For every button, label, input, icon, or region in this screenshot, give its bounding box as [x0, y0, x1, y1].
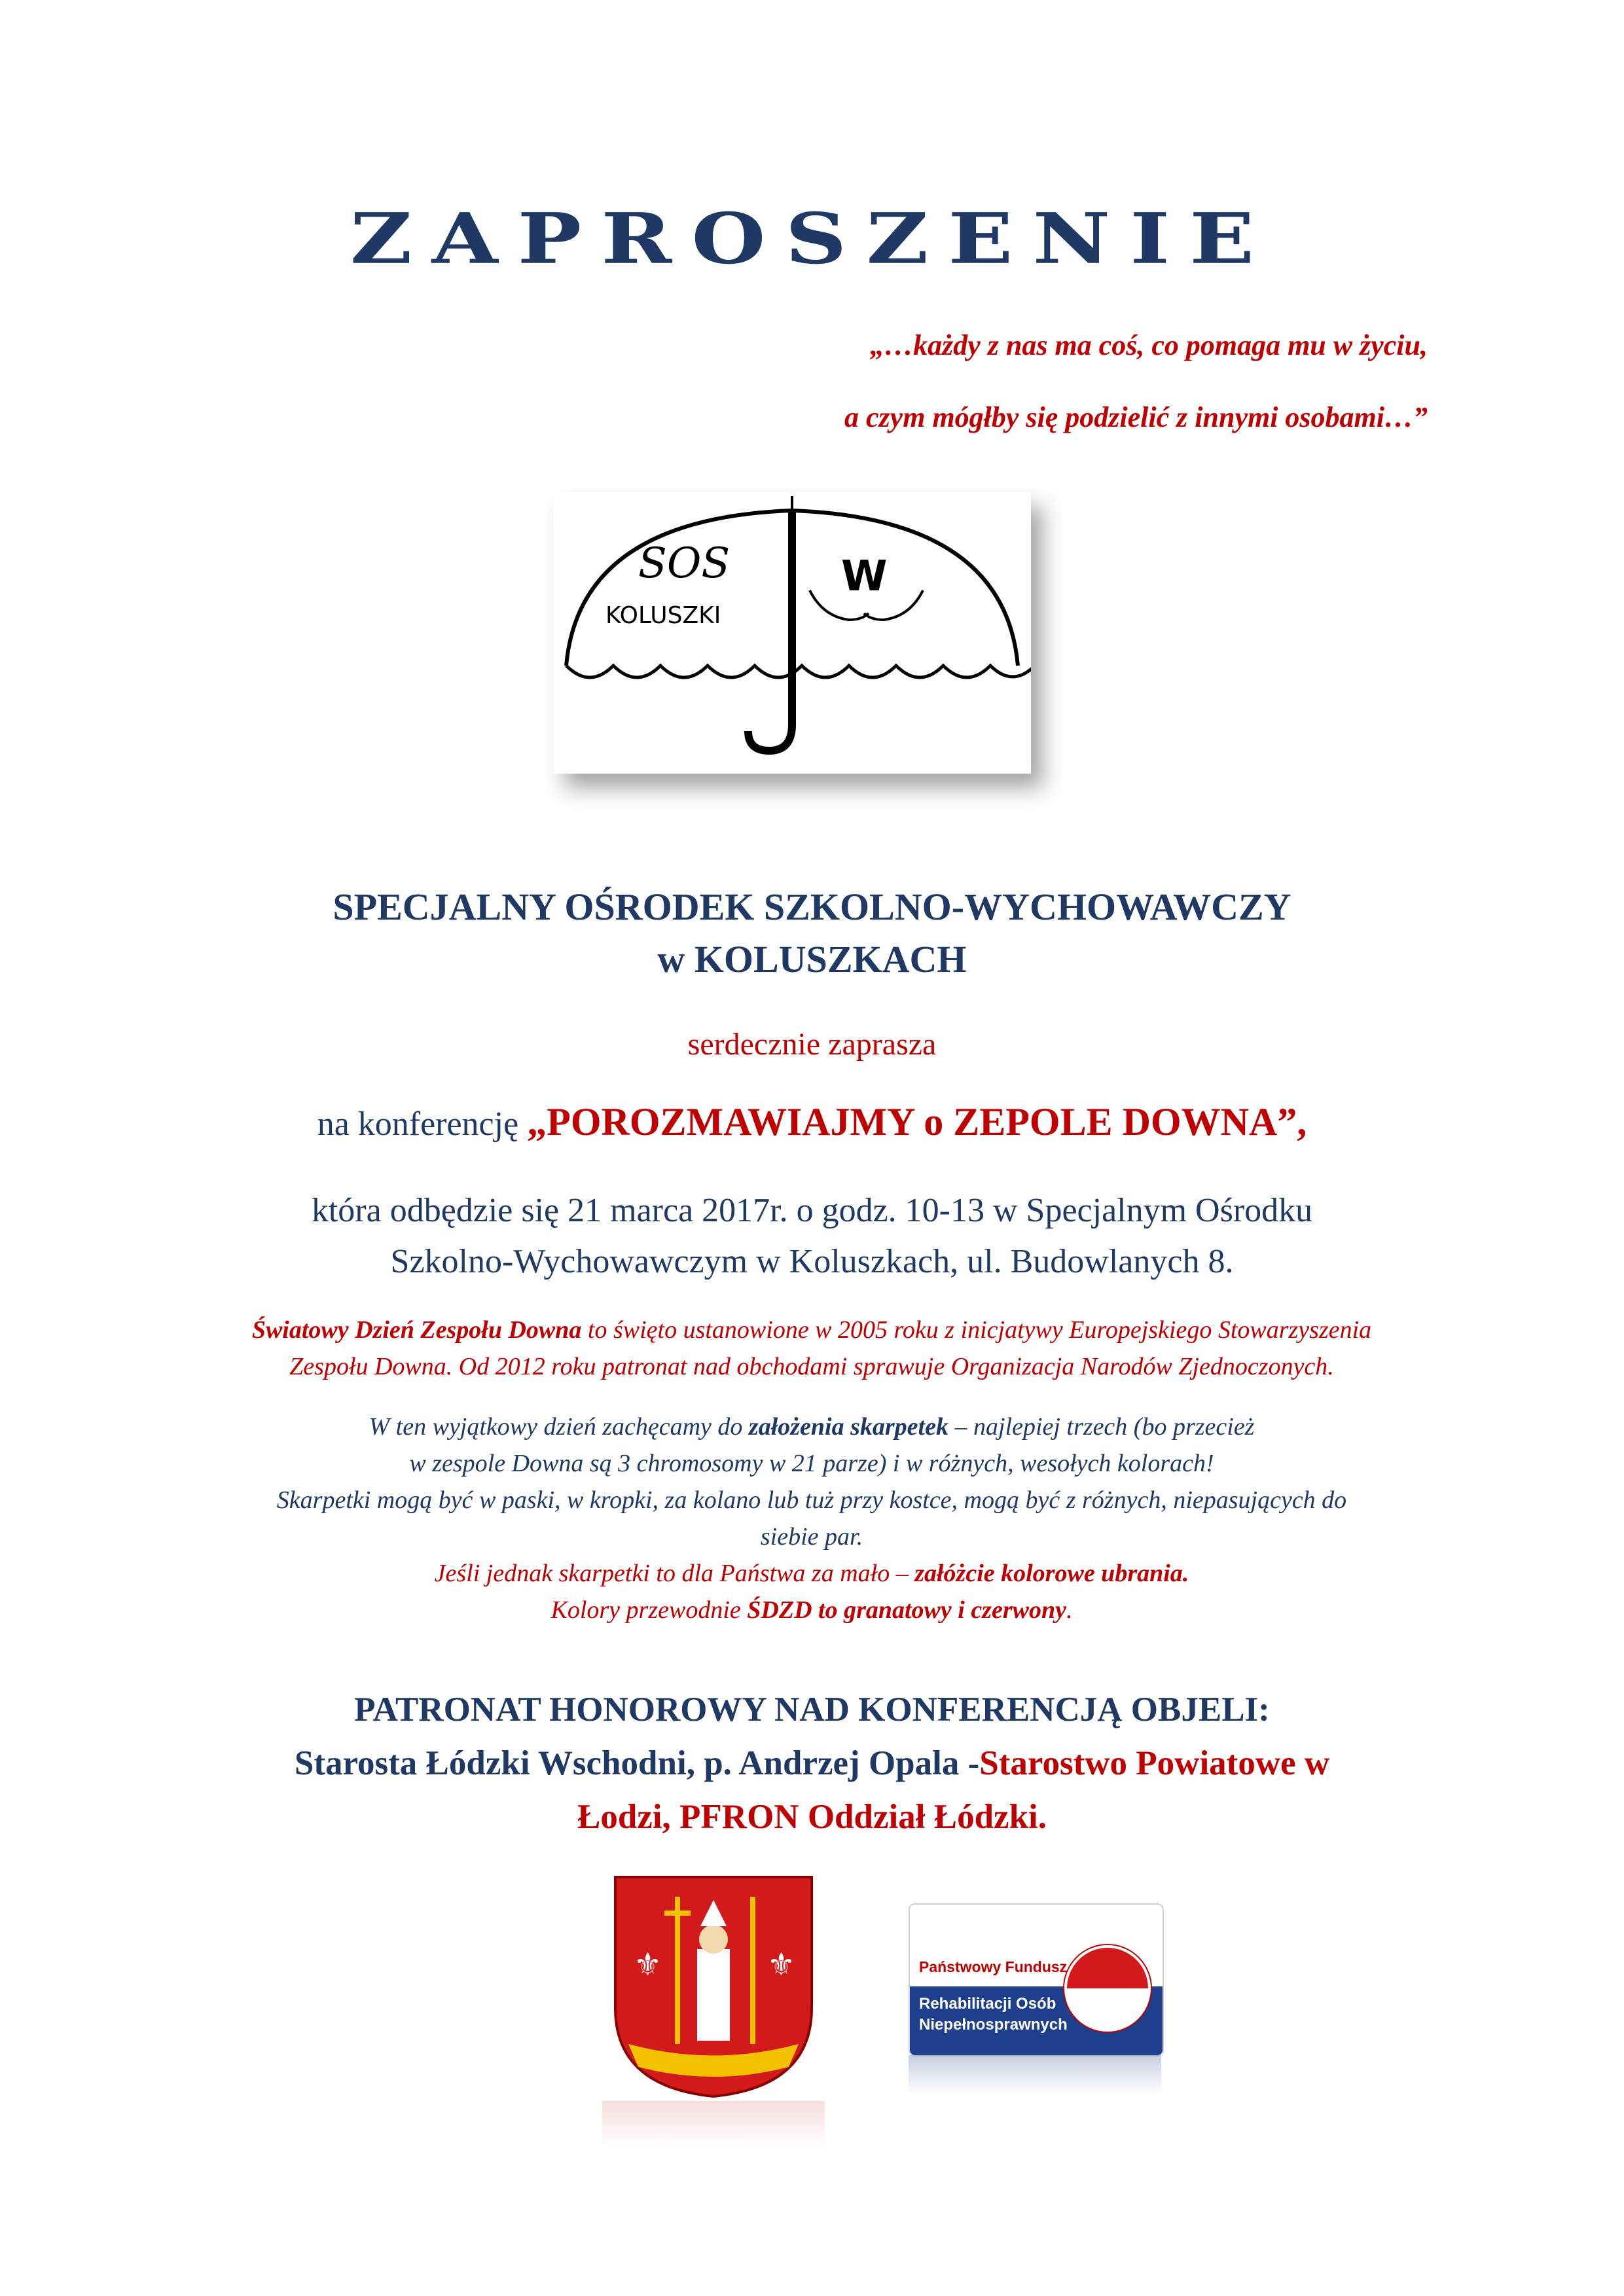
pfron-circle-icon — [1064, 1945, 1151, 2032]
page-title: ZAPROSZENIE — [350, 197, 1274, 280]
logo-w: W — [841, 552, 888, 601]
clothes-bold: załóżcie kolorowe ubrania. — [914, 1560, 1189, 1587]
socks-line-3: Skarpetki mogą być w paski, w kropki, za kolano lub tuż przy kostce, mogą być z różnych, niepasujących do — [276, 1486, 1347, 1514]
conference-name: „POROZMAWIAJMY o ZEPOLE DOWNA”, — [527, 1100, 1307, 1143]
patronage-heading: PATRONAT HONOROWY NAD KONFERENCJĄ OBJELI: — [354, 1691, 1270, 1729]
school-name-line-2: w KOLUSZKACH — [657, 938, 967, 980]
pfron-line-1: Państwowy Fundusz — [919, 1958, 1068, 1975]
umbrella-logo-icon — [553, 492, 1031, 774]
when-line-2: Szkolno-Wychowawczym w Koluszkach, ul. Budowlanych 8. — [390, 1243, 1234, 1280]
world-day-bold: Światowy Dzień Zespołu Downa — [251, 1316, 582, 1344]
colors-bold: ŚDZD to granatowy i czerwony — [747, 1596, 1066, 1624]
world-day-line-2: Zespołu Downa. Od 2012 roku patronat nad obchodami sprawuje Organizacja Narodów Zjednoczonych. — [289, 1353, 1334, 1380]
logo-sos: SOS — [638, 539, 731, 588]
coat-of-arms-icon — [602, 1871, 825, 2100]
quote-line-2: a czym mógłby się podzielić z innymi osobami…” — [844, 401, 1428, 433]
paragraph-world-day — [170, 1312, 1453, 1385]
svg-text:⚜: ⚜ — [767, 1946, 796, 1983]
svg-text:⚜: ⚜ — [634, 1946, 662, 1983]
pfron-reflection — [909, 2055, 1161, 2094]
quote-line-1: „…każdy z nas ma coś, co pomaga mu w życiu, — [870, 329, 1428, 361]
socks-text: – najlepiej trzech (bo przecież — [948, 1413, 1255, 1441]
school-name-line-1: SPECJALNY OŚRODEK SZKOLNO-WYCHOWAWCZY — [333, 886, 1291, 928]
when-line-1: która odbędzie się 21 marca 2017r. o godz. 10-13 w Specjalnym Ośrodku — [311, 1192, 1313, 1229]
socks-text: W ten wyjątkowy dzień zachęcamy do — [369, 1413, 749, 1441]
conference-lead: na konferencję — [317, 1105, 528, 1143]
logo-town: KOLUSZKI — [605, 602, 721, 629]
coat-reflection — [602, 2101, 825, 2147]
socks-line-4: siebie par. — [760, 1523, 863, 1551]
socks-line-2: w zespole Downa są 3 chromosomy w 21 parze) i w różnych, wesołych kolorach! — [409, 1450, 1214, 1477]
school-logo — [553, 492, 1031, 774]
clothes-text: Jeśli jednak skarpetki to dla Państwa za mało – — [434, 1560, 915, 1587]
pfron-line-3: Niepełnosprawnych — [919, 2016, 1068, 2034]
patronage-line-2: Łodzi, PFRON Oddział Łódzki. — [577, 1798, 1047, 1836]
paragraph-socks — [170, 1408, 1453, 1628]
conference-line — [0, 1100, 1624, 1145]
socks-bold: założenia skarpetek — [748, 1413, 948, 1441]
colors-text: Kolory przewodnie — [550, 1596, 748, 1624]
patronage-starosta: Starosta Łódzki Wschodni, p. Andrzej Opala - — [294, 1744, 980, 1782]
colors-end: . — [1066, 1596, 1073, 1624]
invites-text: serdecznie zaprasza — [687, 1027, 937, 1062]
pfron-logo — [909, 1903, 1164, 2056]
patronage-starostwo: Starostwo Powiatowe w — [979, 1744, 1330, 1782]
patronage-line-1 — [0, 1744, 1624, 1783]
pfron-line-2: Rehabilitacji Osób — [919, 1995, 1056, 2013]
world-day-rest: to święto ustanowione w 2005 roku z inicjatywy Europejskiego Stowarzyszenia — [581, 1316, 1372, 1344]
